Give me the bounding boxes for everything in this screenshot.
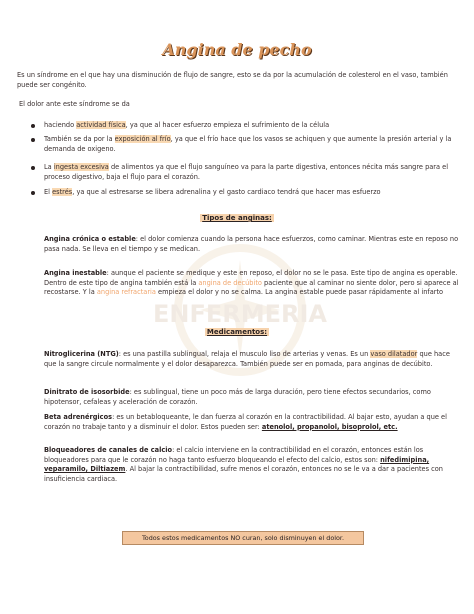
angina-inestable: Angina inestable: aunque el paciente se medique y este en reposo, el dolor no se le pasa. Este tipo de angina es operable. Dentro de este tipo de angina también está la angina de decúbito paciente que al caminar no siente dolor, pero si aparece al recostarse. Y la angina refractaria empieza el dolor y no se calma. La angina estable puede pasar rápidamente al infarto: [44, 269, 459, 297]
section-heading-types: Tipos de anginas:: [202, 214, 272, 222]
footer-note: Todos estos medicamentos NO curan, solo disminuyen el dolor.: [122, 531, 364, 545]
med-calcio: Bloqueadores de canales de calcio: el calcio interviene en la contractibilidad en el corazón, entonces están los bloqueadores para que le corazón no haga tanto esfuerzo bloqueando el efecto del calcio, estos son: nifedimipina, veparamilo, Diltiazem. Al bajar la contractibilidad, sufre menos el corazón, entonces no se le va a dar a pacientes con insuficiencia cardiaca.: [44, 446, 443, 483]
pain-intro: El dolor ante este síndrome se da: [19, 100, 130, 108]
med-beta: Beta adrenérgicos: es un betabloqueante, le dan fuerza al corazón en la contractibilidad. Al bajar esto, ayudan a que el corazón no trabaje tanto y a disminuir el dolor. Estos pueden ser: atenolol, propanolol, bisoprolol, etc.: [44, 413, 447, 431]
bullet-food: La ingesta excesiva de alimentos ya que el flujo sanguíneo va para la parte digestiva, entonces nécita más sangre para el proceso digestivo, baja el flujo para el corazón.: [44, 163, 449, 181]
bullet-dot: [31, 138, 35, 142]
bullet-stress: El estrés, ya que al estresarse se libera adrenalina y el gasto cardiaco tendrá que hacer mas esfuerzo: [44, 188, 381, 196]
page-title: Angina de pecho: [162, 40, 312, 59]
intro-paragraph: Es un síndrome en el que hay una disminución de flujo de sangre, esto se da por la acumulación de colesterol en el vaso, también puede ser congénito.: [17, 71, 448, 89]
bullet-cold: También se da por la exposición al frío, ya que el frío hace que los vasos se achiquen y que aumente la presión arterial y la demanda de oxigeno.: [44, 135, 452, 153]
bullet-activity: haciendo actividad física, ya que al hacer esfuerzo empieza el sufrimiento de la célula: [44, 121, 330, 129]
bullet-dot: [31, 124, 35, 128]
angina-cronica: Angina crónica o estable: el dolor comienza cuando la persona hace esfuerzos, como caminar. Mientras este en reposo no pasa nada. Se lleva en el tiempo y se medican.: [44, 235, 459, 253]
watermark-text: ENFERMERIA: [152, 300, 328, 328]
bullet-dot: [31, 191, 35, 195]
med-dinitrato: Dinitrato de isosorbide: es sublingual, tiene un poco más de larga duración, pero tiene efectos secundarios, como hipotensor, cefaleas y aceleración de corazón.: [44, 388, 431, 406]
section-heading-meds: Medicamentos:: [206, 328, 268, 336]
bullet-dot: [31, 166, 35, 170]
med-ntg: Nitroglicerina (NTG): es una pastilla sublingual, relaja el musculo liso de arterias y venas. Es un vaso dilatador que hace que la sangre circule normalmente y el dolor desaparezca. También puede ser en pomada, para anginas de decúbito.: [44, 350, 450, 368]
